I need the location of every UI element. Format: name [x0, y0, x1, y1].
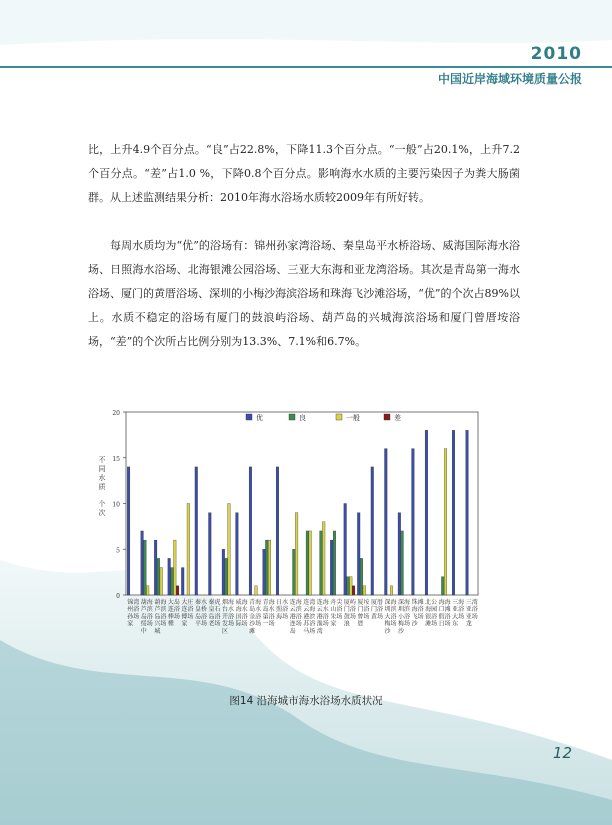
x-tick-label-char: 大: [167, 599, 174, 606]
y-tick-label: 20: [112, 410, 120, 417]
x-tick-label-char: 沙: [411, 620, 418, 628]
x-tick-label-char: 场: [133, 613, 140, 621]
legend-label-3: 一般: [346, 414, 360, 422]
x-tick-label-char: 门: [370, 606, 377, 614]
bar-差-17: [352, 586, 355, 595]
x-tick-label-char: 家: [181, 620, 188, 628]
x-tick-label-char: 水: [255, 606, 262, 614]
bar-良-15: [320, 531, 323, 595]
x-tick-label-char: 浴: [187, 606, 194, 614]
x-tick-label-char: 曾: [357, 613, 364, 621]
x-tick-label-char: 水: [322, 606, 329, 614]
bar-良-18: [360, 558, 363, 595]
x-tick-label-char: 云: [303, 606, 310, 614]
x-tick-label-char: 海: [160, 599, 167, 606]
x-tick-label-char: 海: [425, 606, 432, 614]
x-tick-label-char: 沙: [384, 627, 391, 635]
x-tick-label-char: 海: [146, 599, 153, 606]
x-tick-label-char: 岛: [249, 606, 256, 614]
x-tick-label-char: 连: [167, 606, 174, 614]
x-tick-label-char: 场: [309, 627, 316, 635]
x-tick-label-char: 厦: [343, 599, 350, 606]
x-tick-label-char: 海: [276, 613, 283, 621]
bar-良-2: [144, 540, 147, 595]
x-tick-label-char: 浴: [133, 606, 140, 614]
x-tick-label-char: 海: [458, 599, 465, 606]
x-tick-label-char: 场: [431, 620, 438, 628]
figure-caption: 图14 沿海城市海水浴场水质状况: [229, 695, 383, 707]
x-tick-label-char: 青: [249, 599, 256, 606]
x-tick-label-char: 银: [425, 613, 432, 621]
x-tick-label-char: 发: [222, 620, 229, 628]
bar-优-20: [385, 449, 388, 595]
x-tick-label-char: 浴: [295, 613, 302, 621]
x-tick-label-char: 场: [404, 620, 411, 628]
x-tick-label-char: 浴: [255, 613, 262, 621]
x-tick-label-char: 岛: [173, 599, 180, 606]
x-tick-label-char: 舟: [330, 599, 337, 606]
x-tick-label-char: 港: [303, 613, 310, 621]
x-tick-label-char: 桥: [200, 606, 207, 614]
x-tick-label-char: 连: [316, 599, 323, 606]
bar-chart: [88, 402, 528, 702]
bar-优-11: [263, 549, 266, 595]
x-tick-label-char: 连: [289, 599, 296, 606]
x-tick-label-char: 黄: [370, 613, 377, 621]
x-tick-label-char: 浴: [241, 613, 248, 621]
x-tick-label-char: 海: [438, 599, 445, 606]
x-tick-label-char: 浴: [214, 613, 221, 621]
x-tick-label-char: 场: [255, 620, 262, 628]
bar-优-22: [412, 449, 415, 595]
body-paragraph-2: [88, 234, 520, 354]
x-tick-label-char: 浴: [173, 606, 180, 614]
y-tick-label: 10: [112, 501, 120, 509]
x-tick-label-char: 场: [471, 613, 478, 621]
x-tick-label-char: 浴: [417, 606, 424, 614]
bar-优-17: [344, 504, 347, 596]
x-tick-label-char: 园: [431, 606, 438, 614]
x-tick-label-char: 浴: [160, 613, 167, 621]
x-tick-label-char: 场: [173, 613, 180, 621]
x-tick-label-char: 一: [262, 620, 269, 628]
bar-优-6: [195, 467, 198, 595]
x-tick-label-char: 尖: [336, 599, 343, 606]
x-tick-label-char: 日: [438, 620, 445, 628]
bar-优-26: [466, 430, 469, 595]
x-tick-label-char: 场: [241, 620, 248, 628]
x-tick-label-char: 开: [222, 613, 229, 621]
bar-一般-3: [160, 568, 163, 595]
x-tick-label-char: 葫: [140, 599, 147, 606]
x-tick-label-char: 圳: [384, 606, 391, 614]
x-tick-label-char: 场: [282, 613, 289, 621]
bar-优-25: [452, 430, 455, 595]
x-tick-label-char: 威: [235, 599, 242, 606]
x-tick-label-char: 三: [465, 599, 472, 606]
x-tick-label-char: 浴: [376, 606, 383, 614]
body-paragraph-1: [88, 138, 520, 210]
x-tick-label-char: 小: [398, 613, 405, 621]
x-tick-label-char: 浴: [458, 606, 465, 614]
y-axis-label-char: 不: [98, 456, 106, 464]
x-tick-label-char: 场: [349, 613, 356, 621]
x-tick-label-char: 照: [276, 606, 283, 614]
x-tick-label-char: 浴: [444, 613, 451, 621]
header-subtitle: 中国近岸海域环境质量公报: [437, 72, 582, 86]
x-tick-label-char: 湾: [471, 599, 478, 606]
legend-swatch-1: [246, 414, 252, 420]
x-tick-label-char: 苏: [303, 620, 310, 628]
x-tick-label-char: 日: [276, 599, 283, 606]
x-tick-label-char: 皇: [208, 606, 215, 614]
y-axis-label-char: 次: [98, 509, 106, 517]
x-tick-label-char: 滨: [309, 613, 316, 621]
x-tick-label-char: 台: [222, 606, 229, 614]
x-tick-label-char: 海: [241, 599, 248, 606]
x-tick-label-char: 云: [289, 606, 296, 614]
x-tick-label-char: 金: [249, 613, 256, 621]
x-tick-label-char: 海: [228, 599, 235, 606]
x-tick-label-char: 东: [452, 620, 459, 628]
bar-一般-8: [228, 504, 231, 596]
x-tick-label-char: 滨: [295, 606, 302, 614]
x-tick-label-char: 芦: [140, 606, 147, 614]
x-tick-label-char: 第: [262, 613, 269, 621]
x-tick-label-char: 岛: [194, 613, 201, 621]
x-tick-label-char: 浴: [268, 613, 275, 621]
bar-优-7: [209, 513, 212, 595]
x-tick-label-char: 海: [255, 599, 262, 606]
x-tick-label-char: 棰: [167, 620, 174, 628]
x-tick-label-char: 滨: [390, 606, 397, 614]
legend-label-1: 优: [256, 414, 263, 422]
x-tick-label-char: 青: [262, 599, 269, 606]
x-tick-label-char: 港: [316, 613, 323, 621]
x-tick-label-char: 场: [295, 620, 302, 628]
x-tick-label-char: 滩: [417, 599, 424, 606]
x-tick-label-char: 圳: [398, 606, 405, 614]
x-tick-label-char: 场: [444, 620, 451, 628]
x-tick-label-char: 亚: [465, 613, 472, 621]
x-tick-label-char: 场: [376, 613, 383, 621]
x-tick-label-char: 湾: [316, 627, 323, 635]
y-axis-label-char: 同: [98, 465, 106, 473]
x-tick-label-char: 岛: [154, 613, 161, 621]
x-tick-label-char: 厦: [370, 599, 377, 606]
x-tick-label-char: 滩: [425, 620, 432, 628]
bar-一般-15: [322, 522, 325, 595]
bar-优-3: [154, 540, 157, 595]
x-tick-label-char: 海: [411, 606, 418, 614]
x-tick-label-char: 浴: [404, 613, 411, 621]
x-tick-label-char: 屿: [349, 599, 356, 606]
x-tick-label-char: 场: [363, 613, 370, 621]
x-tick-label-char: 门: [343, 606, 350, 614]
x-tick-label-char: 场: [146, 620, 153, 628]
x-tick-label-char: 岛: [208, 613, 215, 621]
x-tick-label-char: 浴: [200, 613, 207, 621]
x-tick-label-char: 浴: [471, 606, 478, 614]
x-tick-label-char: 国: [235, 613, 242, 621]
bar-优-19: [371, 467, 374, 595]
x-tick-label-char: 梅: [398, 620, 405, 628]
bar-优-10: [249, 467, 252, 595]
x-tick-label-char: 浴: [228, 613, 235, 621]
x-tick-label-char: 绥: [140, 620, 147, 628]
x-tick-label-char: 水: [200, 599, 207, 606]
x-tick-label-char: 岛: [289, 627, 296, 635]
x-tick-label-char: 浴: [336, 606, 343, 614]
x-tick-label-char: 滨: [146, 606, 153, 614]
x-tick-label-char: 场: [390, 620, 397, 628]
bar-优-16: [330, 540, 333, 595]
bar-一般-17: [349, 577, 352, 595]
x-tick-label-char: 场: [228, 620, 235, 628]
header-divider: [0, 66, 612, 68]
x-tick-label-char: 家: [330, 620, 337, 628]
x-tick-label-char: 场: [160, 620, 167, 628]
x-tick-label-char: 浴: [282, 606, 289, 614]
y-tick-label: 15: [112, 455, 120, 463]
x-tick-label-char: 中: [140, 627, 147, 635]
x-tick-label-char: 渔: [316, 620, 323, 628]
x-tick-label-char: 城: [154, 627, 161, 635]
x-tick-label-char: 场: [187, 613, 194, 621]
x-tick-label-char: 皇: [194, 606, 201, 614]
bar-优-5: [181, 568, 184, 595]
bar-良-3: [157, 558, 160, 595]
x-tick-label-char: 浴: [390, 613, 397, 621]
x-tick-label-char: 亚: [452, 606, 459, 614]
x-tick-label-char: 连: [181, 606, 188, 614]
bar-优-2: [141, 531, 144, 595]
x-tick-label-char: 港: [289, 613, 296, 621]
x-tick-label-char: 浴: [349, 606, 356, 614]
x-tick-label-char: 滨: [160, 606, 167, 614]
bar-优-4: [168, 558, 171, 595]
x-tick-label-char: 州: [127, 606, 134, 614]
x-tick-label-char: 庄: [187, 599, 194, 606]
x-tick-label-char: 鼓: [343, 613, 350, 621]
bar-一般-13: [295, 513, 298, 595]
x-tick-label-char: 大: [384, 613, 391, 621]
x-tick-label-char: 孙: [127, 613, 134, 621]
x-tick-label-char: 门: [357, 606, 364, 614]
x-tick-label-char: 海: [404, 599, 411, 606]
bar-优-12: [276, 467, 279, 595]
x-tick-label-char: 连: [303, 599, 310, 606]
bar-一般-20: [390, 586, 393, 595]
paragraph-1-text: 比，上升4.9个百分点。“良”占22.8%，下降11.3个百分点。“一般”占20.1%，上升7.2个百分点。“差”占1.0 %，下降0.8个百分点。影响海水水质的主要污染因子为粪大肠菌群。从上述监测结果分析：2010年海水浴场水质较2009年有所好转。: [88, 143, 520, 204]
x-tick-label-char: 连: [289, 620, 296, 628]
x-tick-label-char: 滩: [444, 606, 451, 614]
x-tick-label-char: 口: [438, 606, 445, 614]
x-tick-label-char: 湾: [133, 599, 140, 606]
x-tick-label-char: 大: [181, 599, 188, 606]
x-tick-label-char: 浪: [343, 620, 350, 628]
bar-良-21: [401, 531, 404, 595]
x-tick-label-char: 岛: [262, 606, 269, 614]
paragraph-2-text: 每周水质均为“优”的浴场有：锦州孙家湾浴场、秦皇岛平水桥浴场、威海国际海水浴场、日照海水浴场、北海银滩公园浴场、三亚大东海和亚龙湾浴场。其次是青岛第一海水浴场、厦门的黄厝浴场、深圳的小梅沙海滨浴场和珠海飞沙滩浴场，“优”的个次占89%以上。水质不稳定的浴场有厦门的鼓浪屿浴场、葫芦岛的兴城海滨浴场和厦门曾厝垵浴场，“差”的个次所占比例分别为13.3%、7.1%和6.7%。: [88, 239, 520, 348]
x-tick-label-char: 滨: [404, 606, 411, 614]
x-tick-label-char: 水: [241, 606, 248, 614]
x-tick-label-char: 海: [309, 606, 316, 614]
x-tick-label-char: 水: [228, 606, 235, 614]
bar-差-4: [176, 586, 179, 595]
x-tick-label-char: 水: [268, 606, 275, 614]
bar-一般-4: [173, 540, 176, 595]
x-tick-label-char: 山: [330, 606, 337, 614]
x-tick-label-char: 锦: [127, 599, 134, 606]
bar-优-8: [222, 549, 225, 595]
x-tick-label-char: 湾: [309, 599, 316, 606]
y-axis-label-char: 水: [98, 474, 106, 482]
legend-label-4: 差: [394, 414, 401, 422]
x-tick-label-char: 际: [235, 620, 242, 628]
x-tick-label-char: 大: [452, 613, 459, 621]
bar-一般-24: [444, 449, 447, 595]
bar-优-23: [425, 430, 428, 595]
x-tick-label-char: 浴: [363, 606, 370, 614]
x-tick-label-char: 芦: [154, 606, 161, 614]
bar-良-17: [347, 577, 350, 595]
x-tick-label-char: 秦: [208, 599, 215, 606]
x-tick-label-char: 浴: [309, 620, 316, 628]
x-tick-label-char: 浴: [322, 613, 329, 621]
x-tick-label-char: 海: [322, 599, 329, 606]
x-tick-label-char: 兴: [154, 620, 161, 628]
x-tick-label-char: 海: [235, 606, 242, 614]
bar-良-14: [306, 531, 309, 595]
x-tick-label-char: 石: [214, 606, 221, 614]
x-tick-label-char: 棒: [167, 613, 174, 621]
bar-良-4: [171, 568, 174, 595]
x-tick-label-char: 飞: [411, 613, 418, 621]
bar-良-8: [225, 558, 228, 595]
x-tick-label-char: 北: [425, 599, 432, 606]
bar-一般-18: [363, 586, 366, 595]
x-tick-label-char: 海: [268, 599, 275, 606]
x-tick-label-char: 云: [316, 606, 323, 614]
bar-优-9: [236, 513, 239, 595]
x-tick-label-char: 垵: [363, 599, 370, 606]
x-tick-label-char: 三: [452, 599, 459, 606]
legend-swatch-4: [384, 414, 390, 420]
bar-良-24: [441, 577, 444, 595]
x-tick-label-char: 亚: [465, 606, 472, 614]
bar-优-1: [127, 467, 130, 595]
x-tick-label-char: 烟: [222, 599, 229, 606]
x-tick-label-char: 葫: [154, 599, 161, 606]
x-tick-label-char: 公: [431, 599, 438, 606]
header-year: 2010: [530, 44, 582, 64]
bar-优-18: [357, 513, 360, 595]
bar-一般-10: [255, 586, 258, 595]
x-tick-label-char: 假: [438, 613, 445, 621]
x-tick-label-char: 场: [214, 620, 221, 628]
legend-swatch-3: [336, 414, 342, 420]
bar-一般-11: [268, 540, 271, 595]
y-tick-label: 5: [116, 547, 120, 555]
x-tick-label-char: 海: [444, 599, 451, 606]
x-tick-label-char: 老: [208, 620, 215, 628]
page-number: 12: [552, 744, 572, 762]
x-tick-label-char: 梅: [384, 620, 391, 628]
y-axis-label-char: 质: [98, 483, 106, 491]
x-tick-label-char: 深: [398, 599, 405, 606]
x-tick-label-char: 平: [194, 620, 201, 628]
x-tick-label-char: 场: [200, 620, 207, 628]
legend-swatch-2: [289, 414, 295, 420]
x-tick-label-char: 厝: [357, 620, 364, 628]
x-tick-label-char: 虎: [214, 599, 221, 606]
x-tick-label-char: 龙: [465, 620, 472, 628]
x-tick-label-char: 朱: [330, 613, 337, 621]
chart-svg: [88, 402, 528, 692]
x-tick-label-char: 深: [384, 599, 391, 606]
x-tick-label-char: 海: [390, 599, 397, 606]
y-axis-label-char: 个: [98, 500, 106, 508]
x-tick-label-char: 区: [222, 627, 229, 635]
x-tick-label-char: 马: [303, 627, 310, 635]
x-tick-label-char: 傅: [181, 613, 188, 621]
bar-良-11: [265, 540, 268, 595]
y-tick-label: 0: [116, 593, 120, 600]
x-tick-label-char: 水: [282, 599, 289, 606]
x-tick-label-char: 岛: [140, 613, 147, 621]
x-tick-label-char: 场: [268, 620, 275, 628]
x-tick-label-char: 场: [336, 613, 343, 621]
x-tick-label-char: 滩: [249, 627, 256, 635]
x-tick-label-char: 厦: [357, 599, 364, 606]
x-tick-label-char: 场: [417, 613, 424, 621]
bar-一般-2: [146, 586, 149, 595]
x-tick-label-char: 珠: [411, 599, 418, 606]
x-tick-label-char: 沙: [249, 620, 256, 628]
bar-一般-14: [309, 531, 312, 595]
x-tick-label-char: 沙: [398, 627, 405, 635]
legend-label-2: 良: [299, 414, 306, 422]
bar-一般-5: [187, 504, 190, 596]
x-tick-label-char: 场: [322, 620, 329, 628]
x-tick-label-char: 秦: [194, 599, 201, 606]
x-tick-label-char: 厝: [376, 599, 383, 606]
bar-良-16: [333, 531, 336, 595]
bar-良-13: [293, 549, 296, 595]
x-tick-label-char: 家: [127, 620, 134, 628]
x-tick-label-char: 浴: [146, 613, 153, 621]
bar-优-21: [398, 513, 401, 595]
x-tick-label-char: 场: [458, 613, 465, 621]
x-tick-label-char: 浴: [431, 613, 438, 621]
x-tick-label-char: 海: [295, 599, 302, 606]
